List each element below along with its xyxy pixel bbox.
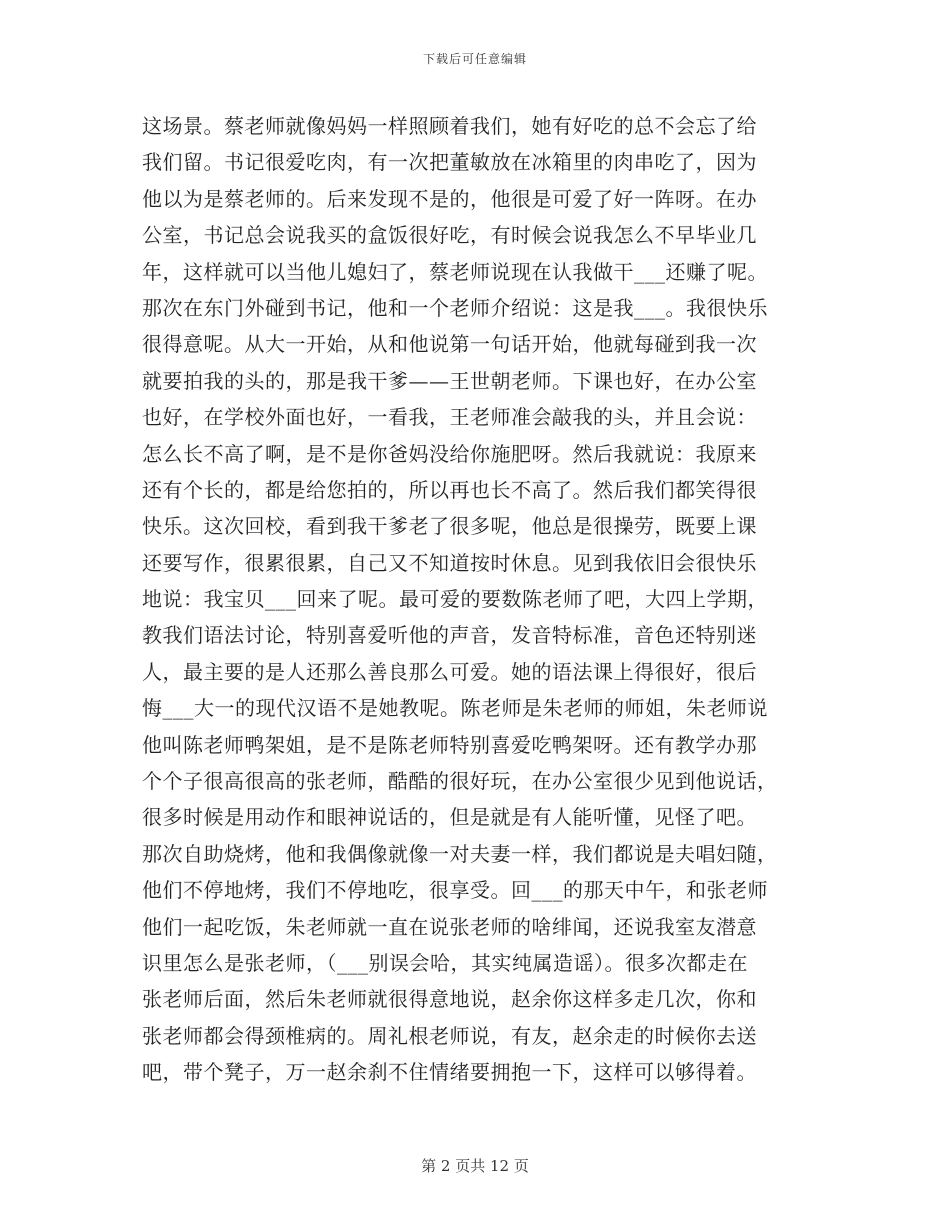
text-line: 那次自助烧烤，他和我偶像就像一对夫妻一样，我们都说是夫唱妇随， [142, 841, 778, 866]
text-line: 教我们语法讨论，特别喜爱听他的声音，发音特标准，音色还特别迷 [142, 623, 757, 648]
text-line: 他叫陈老师鸭架姐，是不是陈老师特别喜爱吃鸭架呀。还有教学办那 [142, 732, 757, 757]
text-line: 张老师都会得颈椎病的。周礼根老师说，有友，赵余走的时候你去送 [142, 1023, 757, 1048]
text-line: 我们留。书记很爱吃肉，有一次把董敏放在冰箱里的肉串吃了，因为 [142, 150, 757, 175]
text-line: 他们一起吃饭，朱老师就一直在说张老师的啥绯闻，还说我室友潜意 [142, 914, 757, 939]
text-line: 很多时候是用动作和眼神说话的，但是就是有人能听懂，见怪了吧。 [142, 805, 757, 830]
text-line: 悔___大一的现代汉语不是她教呢。陈老师是朱老师的师姐，朱老师说 [142, 696, 768, 721]
document-body [142, 108, 812, 1091]
text-line: 那次在东门外碰到书记，他和一个老师介绍说：这是我___。我很快乐 [142, 295, 768, 320]
text-line: 还有个长的，都是给您拍的，所以再也长不高了。然后我们都笑得很 [142, 477, 757, 502]
text-line: 个个子很高很高的张老师，酷酷的很好玩，在办公室很少见到他说话， [142, 769, 778, 794]
text-line: 很得意呢。从大一开始，从和他说第一句话开始，他就每碰到我一次 [142, 332, 757, 357]
text-line: 也好，在学校外面也好，一看我，王老师准会敲我的头，并且会说： [142, 405, 757, 430]
text-line: 他以为是蔡老师的。后来发现不是的，他很是可爱了好一阵呀。在办 [142, 186, 757, 211]
text-line: 这场景。蔡老师就像妈妈一样照顾着我们，她有好吃的总不会忘了给 [142, 114, 757, 138]
text-line: 吧，带个凳子，万一赵余刹不住情绪要拥抱一下，这样可以够得着。 [142, 1060, 757, 1085]
page-number: 第 2 页共 12 页 [421, 1157, 529, 1175]
text-line: 识里怎么是张老师，（___别误会哈，其实纯属造谣）。很多次都走在 [142, 950, 748, 975]
page-header: 下载后可任意编辑 [422, 52, 527, 66]
text-line: 人，最主要的是人还那么善良那么可爱。她的语法课上得很好，很后 [142, 659, 757, 684]
text-line: 他们不停地烤，我们不停地吃，很享受。回___的那天中午，和张老师 [142, 878, 768, 903]
text-line: 公室，书记总会说我买的盒饭很好吃，有时候会说我怎么不早毕业几 [142, 223, 757, 248]
text-line: 张老师后面，然后朱老师就很得意地说，赵余你这样多走几次，你和 [142, 987, 757, 1012]
text-line: 年，这样就可以当他儿媳妇了，蔡老师说现在认我做干___还赚了呢。 [142, 259, 768, 284]
text-line: 就要拍我的头的，那是我干爹——王世朝老师。下课也好，在办公室 [142, 368, 757, 393]
text-line: 怎么长不高了啊，是不是你爸妈没给你施肥呀。然后我就说：我原来 [142, 441, 757, 466]
text-line: 快乐。这次回校，看到我干爹老了很多呢，他总是很操劳，既要上课 [142, 514, 757, 539]
text-line: 地说：我宝贝___回来了呢。最可爱的要数陈老师了吧，大四上学期， [142, 587, 768, 612]
text-line: 还要写作，很累很累，自己又不知道按时休息。见到我依旧会很快乐 [142, 550, 757, 575]
